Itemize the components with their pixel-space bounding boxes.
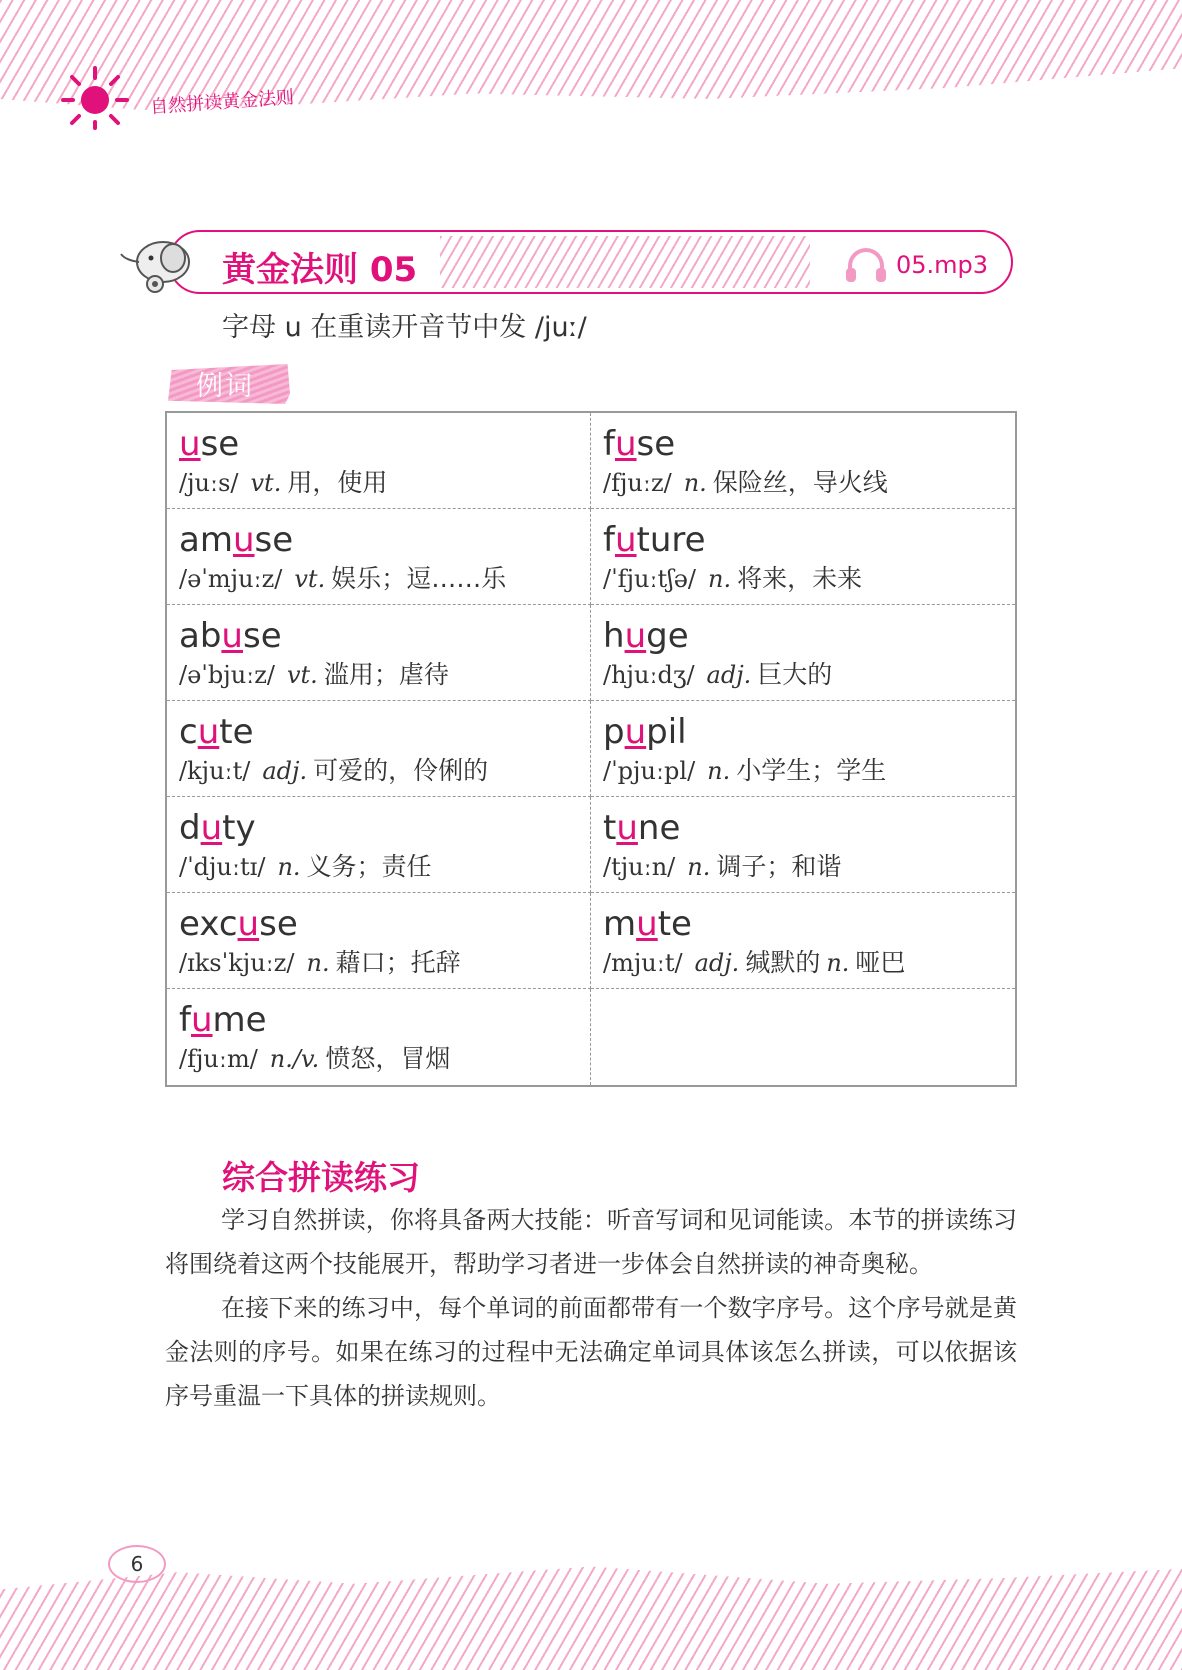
highlighted-letter: u	[624, 616, 647, 656]
phonetic: /ˈpjuːpl/	[603, 757, 696, 785]
rule-description: 字母 u 在重读开音节中发 /juː/	[222, 312, 587, 343]
vocabulary-table	[165, 411, 1017, 1087]
meaning: 娱乐；逗……乐	[331, 564, 507, 593]
vocab-word	[179, 713, 580, 751]
meaning: 巨大的	[757, 660, 833, 689]
meaning: 保险丝，导火线	[712, 468, 888, 497]
meaning: 愤怒，冒烟	[325, 1044, 451, 1073]
word-prefix: exc	[179, 904, 238, 944]
word-prefix: f	[603, 520, 615, 560]
phonetic: /mjuːt/	[603, 949, 683, 977]
vocab-cell	[167, 509, 591, 605]
vocab-cell	[591, 605, 1015, 701]
part-of-speech: vt.	[250, 469, 282, 497]
vocab-word	[179, 425, 580, 463]
highlighted-letter: u	[636, 904, 658, 944]
vocab-word	[603, 425, 1005, 463]
vocab-definition	[179, 657, 580, 693]
part-of-speech: n.	[683, 469, 707, 497]
phonetic: /əˈmjuːz/	[179, 565, 283, 593]
word-suffix: me	[212, 1000, 267, 1040]
phonetic: /ɪksˈkjuːz/	[179, 949, 295, 977]
highlighted-letter: u	[237, 904, 260, 944]
word-suffix: te	[657, 904, 692, 944]
vocab-definition	[603, 849, 1005, 885]
vocab-word	[179, 1001, 580, 1039]
vocab-word	[603, 713, 1005, 751]
section-title: 综合拼读练习	[222, 1158, 420, 1197]
vocab-word	[603, 905, 1005, 943]
word-suffix: ge	[646, 616, 689, 656]
vocab-cell	[591, 701, 1015, 797]
part-of-speech: n.	[277, 853, 301, 881]
part-of-speech: n.	[687, 853, 711, 881]
vocab-definition	[603, 465, 1005, 501]
vocab-definition	[603, 945, 1005, 981]
sun-icon	[55, 60, 150, 130]
highlighted-letter: u	[200, 808, 223, 848]
example-tag: 例词	[196, 371, 254, 402]
word-suffix: te	[219, 712, 254, 752]
vocab-definition	[179, 561, 580, 597]
vocab-word	[603, 809, 1005, 847]
part-of-speech: n.	[826, 949, 850, 977]
word-prefix: p	[603, 712, 625, 752]
word-prefix: h	[603, 616, 625, 656]
word-prefix: f	[603, 424, 615, 464]
rule-banner-stripes	[440, 236, 810, 288]
rule-title: 黄金法则 05	[222, 242, 431, 291]
meaning: 哑巴	[855, 948, 906, 977]
phonetic: /kjuːt/	[179, 757, 251, 785]
book-title: 自然拼读黄金法则	[149, 86, 295, 118]
vocab-definition	[603, 753, 1005, 789]
highlighted-letter: u	[197, 712, 220, 752]
word-suffix: ture	[636, 520, 706, 560]
meaning: 小学生；学生	[736, 756, 887, 785]
meaning: 藉口；托辞	[335, 948, 461, 977]
highlighted-letter: u	[190, 1000, 213, 1040]
word-prefix: f	[179, 1000, 191, 1040]
highlighted-letter: u	[221, 616, 243, 656]
part-of-speech: vt.	[286, 661, 318, 689]
phonetic: /hjuːdʒ/	[603, 661, 695, 689]
vocab-definition	[179, 753, 580, 789]
audio-link[interactable]	[838, 246, 996, 284]
paragraph: 在接下来的练习中，每个单词的前面都带有一个数字序号。这个序号就是黄金法则的序号。如果在练习的过程中无法确定单词具体该怎么拼读，可以依据该序号重温一下具体的拼读规则。	[165, 1294, 1017, 1410]
word-prefix: c	[179, 712, 198, 752]
vocab-definition	[603, 561, 1005, 597]
vocab-cell	[591, 413, 1015, 509]
highlighted-letter: u	[232, 520, 255, 560]
word-suffix: se	[200, 424, 240, 464]
vocab-cell	[167, 797, 591, 893]
word-prefix: ab	[179, 616, 222, 656]
vocab-cell	[167, 413, 591, 509]
vocab-cell	[167, 989, 591, 1085]
word-prefix: d	[179, 808, 201, 848]
word-suffix: pil	[646, 712, 687, 752]
vocab-cell	[591, 893, 1015, 989]
phonetic: /ˈfjuːtʃə/	[603, 565, 696, 593]
part-of-speech: adj.	[262, 757, 308, 785]
vocab-cell	[167, 605, 591, 701]
word-suffix: ty	[222, 808, 256, 848]
meaning: 可爱的，伶俐的	[313, 756, 489, 785]
vocab-word	[179, 809, 580, 847]
word-prefix: m	[603, 904, 637, 944]
bottom-stripe-band	[0, 1555, 1182, 1670]
vocab-word	[179, 905, 580, 943]
paragraph: 学习自然拼读，你将具备两大技能：听音写词和见词能读。本节的拼读练习将围绕着这两个技能展开，帮助学习者进一步体会自然拼读的神奇奥秘。	[165, 1206, 1017, 1278]
phonetic: /əˈbjuːz/	[179, 661, 275, 689]
part-of-speech: adj.	[694, 949, 740, 977]
word-suffix: ne	[637, 808, 681, 848]
part-of-speech: n.	[707, 757, 731, 785]
vocab-definition	[179, 945, 580, 981]
vocab-cell	[167, 893, 591, 989]
vocab-cell	[591, 989, 1015, 1085]
highlighted-letter: u	[614, 520, 637, 560]
highlighted-letter: u	[614, 424, 637, 464]
highlighted-letter: u	[179, 424, 201, 464]
meaning: 调子；和谐	[716, 852, 842, 881]
highlighted-letter: u	[624, 712, 647, 752]
vocab-word	[603, 521, 1005, 559]
phonetic: /ˈdjuːtɪ/	[179, 853, 266, 881]
vocab-definition	[179, 1041, 580, 1077]
word-suffix: se	[636, 424, 676, 464]
phonetic: /juːs/	[179, 469, 239, 497]
meaning: 将来，未来	[737, 564, 863, 593]
meaning: 滥用；虐待	[323, 660, 449, 689]
part-of-speech: n.	[708, 565, 732, 593]
phonetic: /fjuːz/	[603, 469, 672, 497]
audio-file-label: 05.mp3	[896, 251, 989, 279]
meaning: 缄默的	[745, 948, 821, 977]
vocab-word	[179, 521, 580, 559]
page-number: 6	[130, 1552, 144, 1576]
vocab-word	[179, 617, 580, 655]
word-suffix: se	[242, 616, 282, 656]
vocab-cell	[167, 701, 591, 797]
vocab-word	[603, 617, 1005, 655]
elephant-mascot-icon	[115, 232, 200, 294]
phonetic: /fjuːm/	[179, 1045, 258, 1073]
word-suffix: se	[254, 520, 294, 560]
page-number-badge	[108, 1545, 166, 1583]
part-of-speech: adj.	[706, 661, 752, 689]
word-prefix: t	[603, 808, 617, 848]
part-of-speech: n./v.	[269, 1045, 320, 1073]
part-of-speech: n.	[306, 949, 330, 977]
part-of-speech: vt.	[294, 565, 326, 593]
headphones-icon	[844, 246, 888, 284]
meaning: 用，使用	[287, 468, 388, 497]
vocab-cell	[591, 509, 1015, 605]
word-suffix: se	[259, 904, 298, 944]
vocab-definition	[179, 849, 580, 885]
word-prefix: am	[179, 520, 233, 560]
phonetic: /tjuːn/	[603, 853, 676, 881]
vocab-definition	[179, 465, 580, 501]
highlighted-letter: u	[616, 808, 638, 848]
vocab-cell	[591, 797, 1015, 893]
meaning: 义务；责任	[306, 852, 432, 881]
vocab-definition	[603, 657, 1005, 693]
